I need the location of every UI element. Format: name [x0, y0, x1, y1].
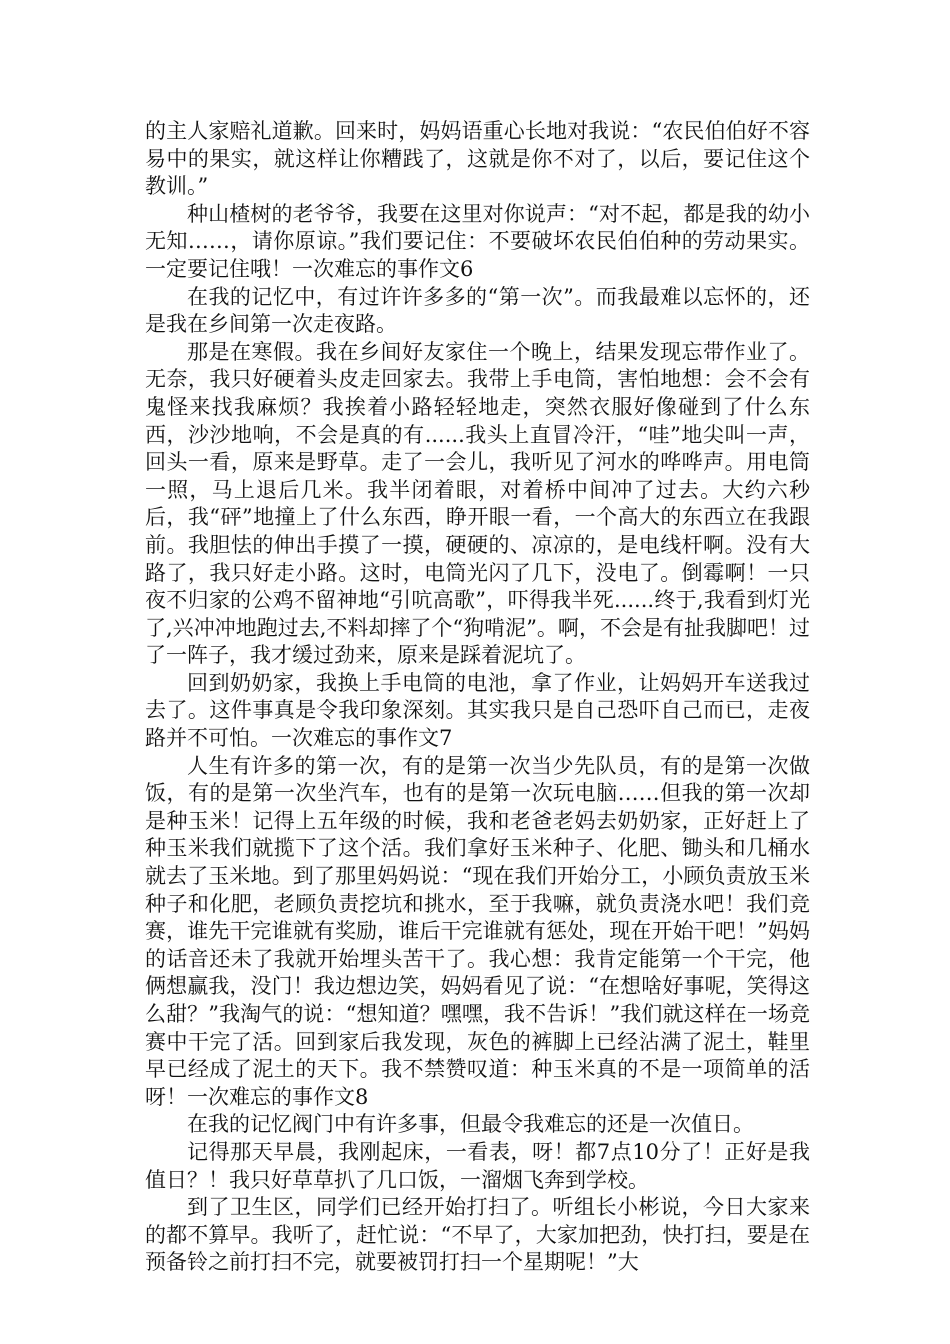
paragraph: 那是在寒假。我在乡间好友家住一个晚上，结果发现忘带作业了。无奈，我只好硬着头皮走回家去。我带上手电筒，害怕地想：会不会有鬼怪来找我麻烦？我挨着小路轻轻地走，突然衣服好像碰到了什么东西，沙沙地响，不会是真的有......我头上直冒冷汗，“哇”地尖叫一声，回头一看，原来是野草。走了一会儿，我听见了河水的哗哗声。用电筒一照，马上退后几米。我半闭着眼，对着桥中间冲了过去。大约六秒后，我“砰”地撞上了什么东西，睁开眼一看，一个高大的东西立在我跟前。我胆怯的伸出手摸了一摸，硬硬的、凉凉的，是电线杆啊。没有大路了，我只好走小路。这时，电筒光闪了几下，没电了。倒霉啊！一只夜不归家的公鸡不留神地“引吭高歌”，吓得我半死......终于,我看到灯光了,兴冲冲地跑过去,不料却摔了个“狗啃泥”。啊，不会是有扯我脚吧！过了一阵子，我才缓过劲来，原来是踩着泥坑了。 [145, 339, 810, 668]
document-body [145, 118, 810, 1277]
paragraph: 人生有许多的第一次，有的是第一次当少先队员，有的是第一次做饭，有的是第一次坐汽车，也有的是第一次玩电脑……但我的第一次却是种玉米！记得上五年级的时候，我和老爸老妈去奶奶家，正好赶上了种玉米我们就揽下了这个活。我们拿好玉米种子、化肥、锄头和几桶水就去了玉米地。到了那里妈妈说：“现在我们开始分工，小顾负责放玉米种子和化肥，老顾负责挖坑和挑水，至于我嘛，就负责浇水吧！我们竞赛，谁先干完谁就有奖励，谁后干完谁就有惩处，现在开始干吧！”妈妈的话音还未了我就开始埋头苦干了。我心想：我肯定能第一个干完，他俩想赢我，没门！我边想边笑，妈妈看见了说：“在想啥好事呢，笑得这么甜？”我淘气的说：“想知道？嘿嘿，我不告诉！”我们就这样在一场竞赛中干完了活。回到家后我发现，灰色的裤脚上已经沾满了泥土，鞋里早已经成了泥土的天下。我不禁赞叹道：种玉米真的不是一项简单的活呀！一次难忘的事作文8 [145, 753, 810, 1109]
paragraph: 到了卫生区，同学们已经开始打扫了。听组长小彬说，今日大家来的都不算早。我听了，赶忙说：“不早了，大家加把劲，快打扫，要是在预备铃之前打扫不完，就要被罚打扫一个星期呢！”大 [145, 1195, 810, 1275]
paragraph: 在我的记忆中，有过许许多多的“第一次”。而我最难以忘怀的，还是我在乡间第一次走夜路。 [145, 284, 810, 337]
paragraph: 种山楂树的老爷爷，我要在这里对你说声：“对不起，都是我的幼小无知……，请你原谅。”我们要记住：不要破坏农民伯伯种的劳动果实。一定要记住哦！一次难忘的事作文6 [145, 201, 810, 281]
paragraph: 在我的记忆阀门中有许多事，但最令我难忘的还是一次值日。 [187, 1112, 754, 1137]
paragraph: 记得那天早晨，我刚起床，一看表，呀！都7点10分了！正好是我值日？！我只好草草扒了几口饭，一溜烟飞奔到学校。 [145, 1139, 810, 1192]
paragraph: 的主人家赔礼道歉。回来时，妈妈语重心长地对我说：“农民伯伯好不容易中的果实，就这样让你糟践了，这就是你不对了，以后，要记住这个教训。” [145, 119, 810, 199]
paragraph: 回到奶奶家，我换上手电筒的电池，拿了作业，让妈妈开车送我过去了。这件事真是令我印象深刻。其实我只是自己恐吓自己而已，走夜路并不可怕。一次难忘的事作文7 [145, 670, 810, 751]
